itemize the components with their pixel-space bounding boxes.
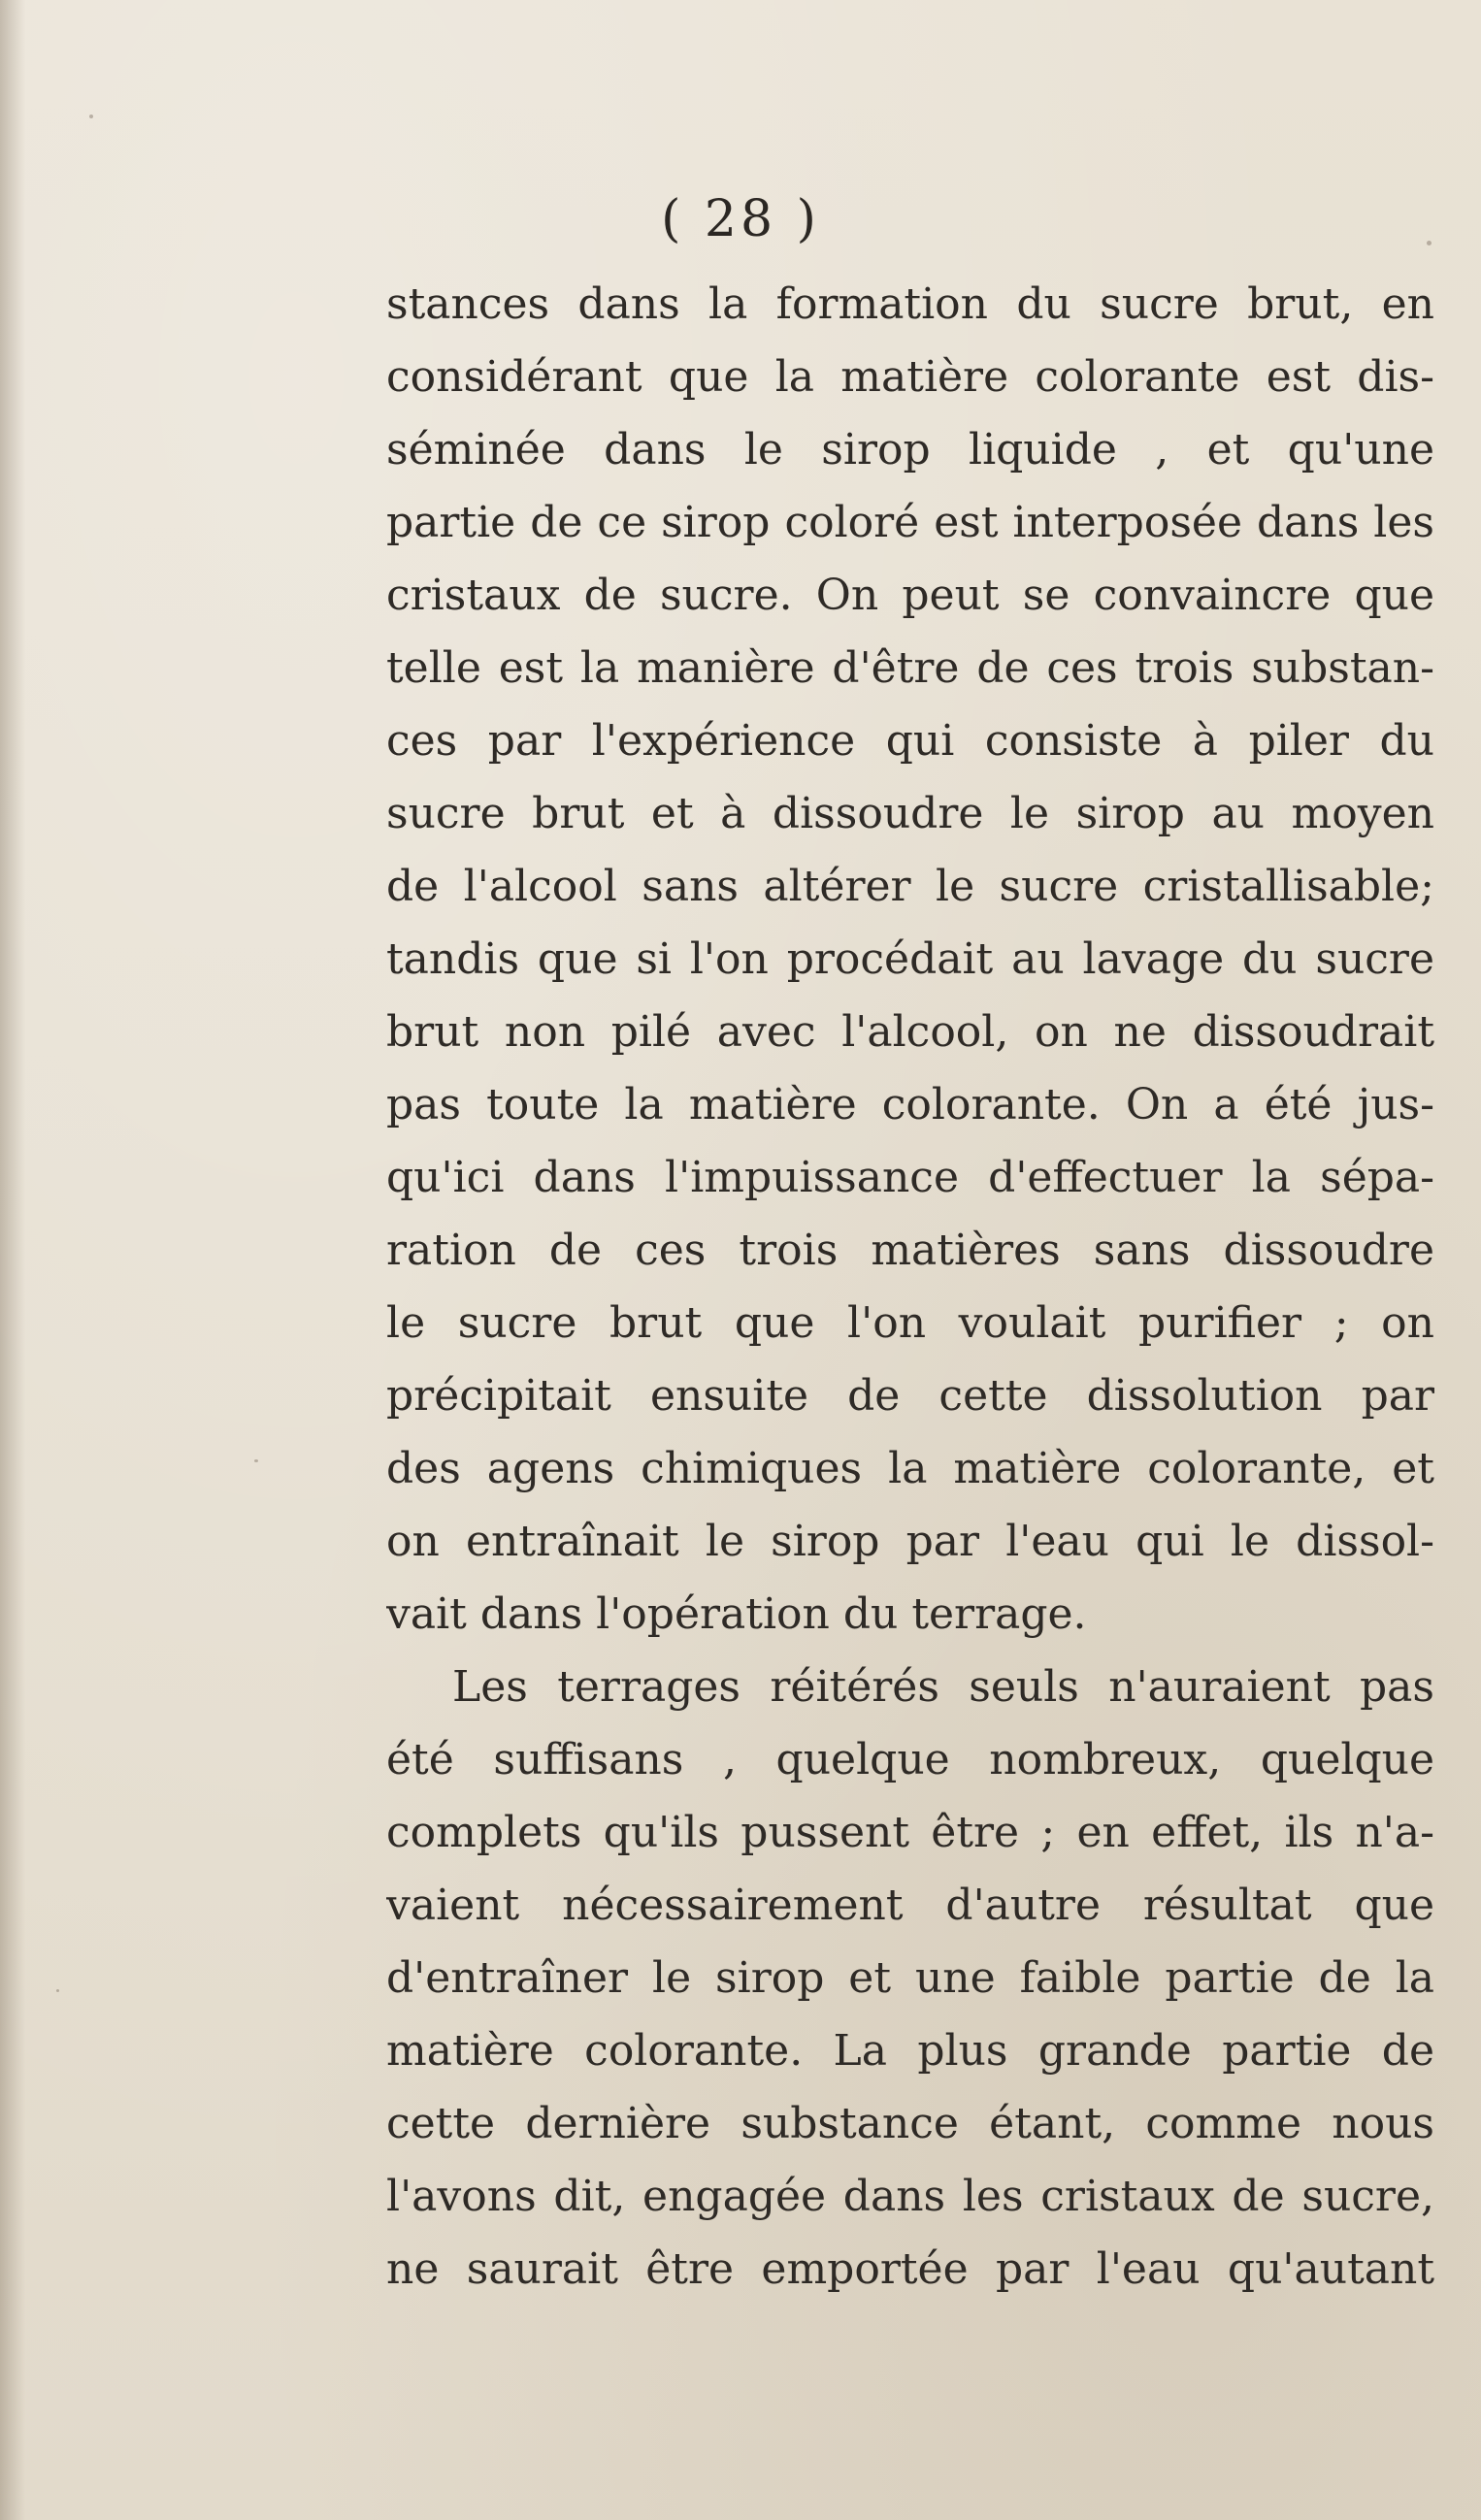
text-line: telle est la manière d'être de ces trois substan- bbox=[386, 643, 1434, 693]
text-line: stances dans la formation du sucre brut, en bbox=[386, 279, 1434, 329]
text-line: ces par l'expérience qui consiste à piler du bbox=[386, 716, 1434, 766]
text-line: complets qu'ils pussent être ; en effet, ils n'a- bbox=[386, 1808, 1434, 1857]
page-edge-shadow bbox=[0, 0, 25, 2520]
text-line: considérant que la matière colorante est dis- bbox=[386, 352, 1434, 402]
text-line: partie de ce sirop coloré est interposée dans les bbox=[386, 498, 1434, 547]
body-text bbox=[386, 268, 1434, 2306]
text-line: d'entraîner le sirop et une faible partie de la bbox=[386, 1953, 1434, 2003]
text-line: vaient nécessairement d'autre résultat que bbox=[386, 1881, 1434, 1930]
text-line: des agens chimiques la matière colorante, et bbox=[386, 1444, 1434, 1493]
page-number: ( 28 ) bbox=[661, 190, 820, 248]
text-line: ne saurait être emportée par l'eau qu'autant bbox=[386, 2244, 1434, 2294]
text-line: brut non pilé avec l'alcool, on ne dissoudrait bbox=[386, 1007, 1434, 1057]
text-line: le sucre brut que l'on voulait purifier ; on bbox=[386, 1298, 1434, 1348]
text-line: de l'alcool sans altérer le sucre cristallisable; bbox=[386, 862, 1434, 911]
text-line: séminée dans le sirop liquide , et qu'une bbox=[386, 425, 1434, 475]
text-line: précipitait ensuite de cette dissolution par bbox=[386, 1371, 1434, 1421]
text-line: matière colorante. La plus grande partie de bbox=[386, 2026, 1434, 2076]
text-line: pas toute la matière colorante. On a été jus- bbox=[386, 1080, 1434, 1129]
text-line: sucre brut et à dissoudre le sirop au moyen bbox=[386, 789, 1434, 838]
paper-speck bbox=[254, 1459, 258, 1462]
paper-speck bbox=[89, 115, 93, 118]
paper-speck bbox=[56, 1989, 59, 1992]
paragraph-end-line: vait dans l'opération du terrage. bbox=[386, 1589, 1087, 1639]
text-line: été suffisans , quelque nombreux, quelque bbox=[386, 1735, 1434, 1784]
text-line: on entraînait le sirop par l'eau qui le dissol- bbox=[386, 1517, 1434, 1566]
text-line: cette dernière substance étant, comme nous bbox=[386, 2099, 1434, 2148]
text-line: cristaux de sucre. On peut se convaincre que bbox=[386, 571, 1434, 620]
text-line: ration de ces trois matières sans dissoudre bbox=[386, 1226, 1434, 1275]
paragraph-start-line: Les terrages réitérés seuls n'auraient pas bbox=[452, 1662, 1434, 1712]
text-line: tandis que si l'on procédait au lavage du sucre bbox=[386, 934, 1434, 984]
text-line: l'avons dit, engagée dans les cristaux de sucre, bbox=[386, 2172, 1434, 2221]
text-line: qu'ici dans l'impuissance d'effectuer la sépa- bbox=[386, 1153, 1434, 1202]
